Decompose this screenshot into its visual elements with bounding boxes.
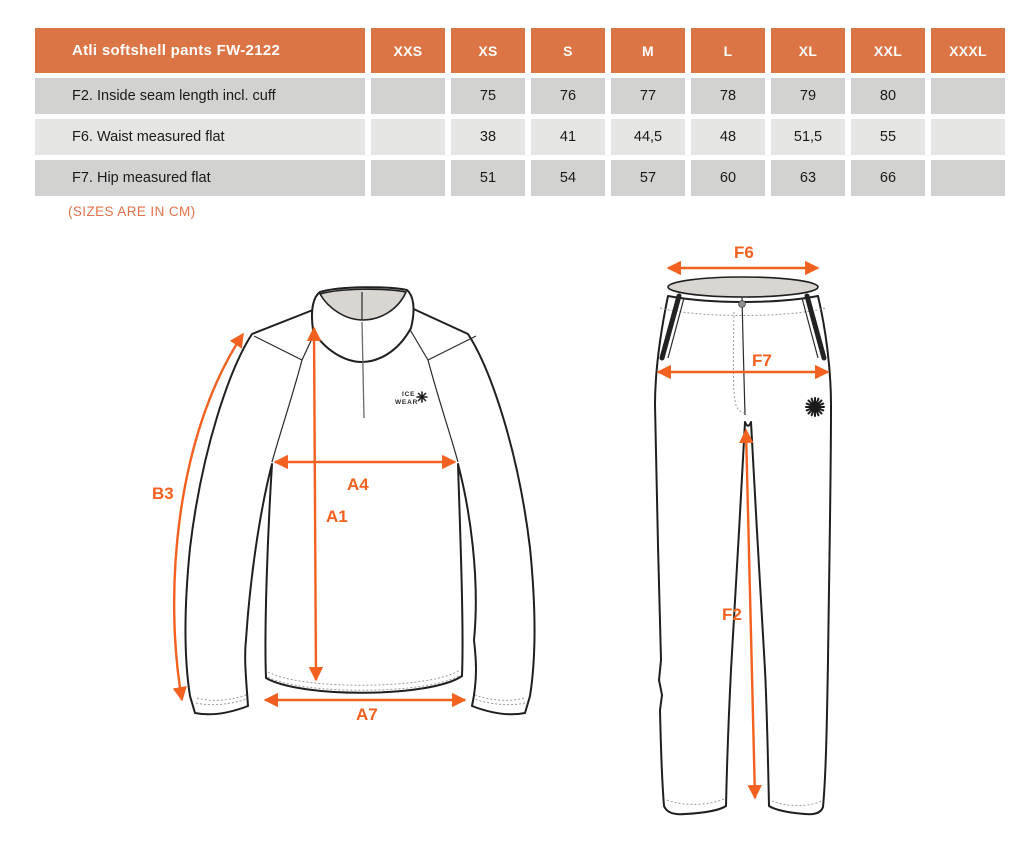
value-cell (931, 78, 1005, 114)
size-header-xl: XL (771, 28, 845, 73)
value-cell: 63 (771, 160, 845, 196)
value-cell: 51 (451, 160, 525, 196)
value-cell (371, 78, 445, 114)
size-header-xxl: XXL (851, 28, 925, 73)
value-cell: 44,5 (611, 119, 685, 155)
waist-button (739, 301, 746, 308)
row-label-f2: F2. Inside seam length incl. cuff (35, 78, 365, 114)
size-header-xxs: XXS (371, 28, 445, 73)
logo-text-line2: WEAR (395, 399, 419, 406)
value-cell (931, 119, 1005, 155)
logo-text-line1: ICE (402, 391, 416, 398)
pants-outline (655, 296, 831, 814)
snowflake-icon (806, 398, 824, 416)
sizes-unit-note: (SIZES ARE IN CM) (68, 204, 196, 219)
value-cell: 48 (691, 119, 765, 155)
value-cell: 78 (691, 78, 765, 114)
value-cell (931, 160, 1005, 196)
table-title-cell: Atli softshell pants FW-2122 (35, 28, 365, 73)
size-header-m: M (611, 28, 685, 73)
value-cell: 54 (531, 160, 605, 196)
value-cell: 76 (531, 78, 605, 114)
shirt-body-outline (186, 306, 535, 714)
value-cell: 55 (851, 119, 925, 155)
value-cell: 77 (611, 78, 685, 114)
size-header-xxxl: XXXL (931, 28, 1005, 73)
value-cell: 38 (451, 119, 525, 155)
value-cell (371, 160, 445, 196)
snowflake-icon (417, 392, 427, 402)
shirt-diagram (140, 248, 580, 748)
value-cell: 57 (611, 160, 685, 196)
measure-label-f6: F6 (734, 243, 754, 262)
value-cell: 80 (851, 78, 925, 114)
measure-label-f7: F7 (752, 351, 772, 370)
value-cell (371, 119, 445, 155)
row-label-f6: F6. Waist measured flat (35, 119, 365, 155)
row-label-f7: F7. Hip measured flat (35, 160, 365, 196)
value-cell: 79 (771, 78, 845, 114)
pants-waistband-inner (668, 277, 818, 297)
size-header-xs: XS (451, 28, 525, 73)
pants-diagram (615, 240, 905, 840)
size-header-l: L (691, 28, 765, 73)
value-cell: 75 (451, 78, 525, 114)
measure-label-a4: A4 (347, 475, 369, 494)
value-cell: 41 (531, 119, 605, 155)
measure-label-a1: A1 (326, 507, 348, 526)
size-header-s: S (531, 28, 605, 73)
value-cell: 60 (691, 160, 765, 196)
value-cell: 66 (851, 160, 925, 196)
size-table (35, 28, 1005, 196)
measure-label-a7: A7 (356, 705, 378, 724)
measure-label-b3: B3 (152, 484, 174, 503)
measure-label-f2: F2 (722, 605, 742, 624)
value-cell: 51,5 (771, 119, 845, 155)
